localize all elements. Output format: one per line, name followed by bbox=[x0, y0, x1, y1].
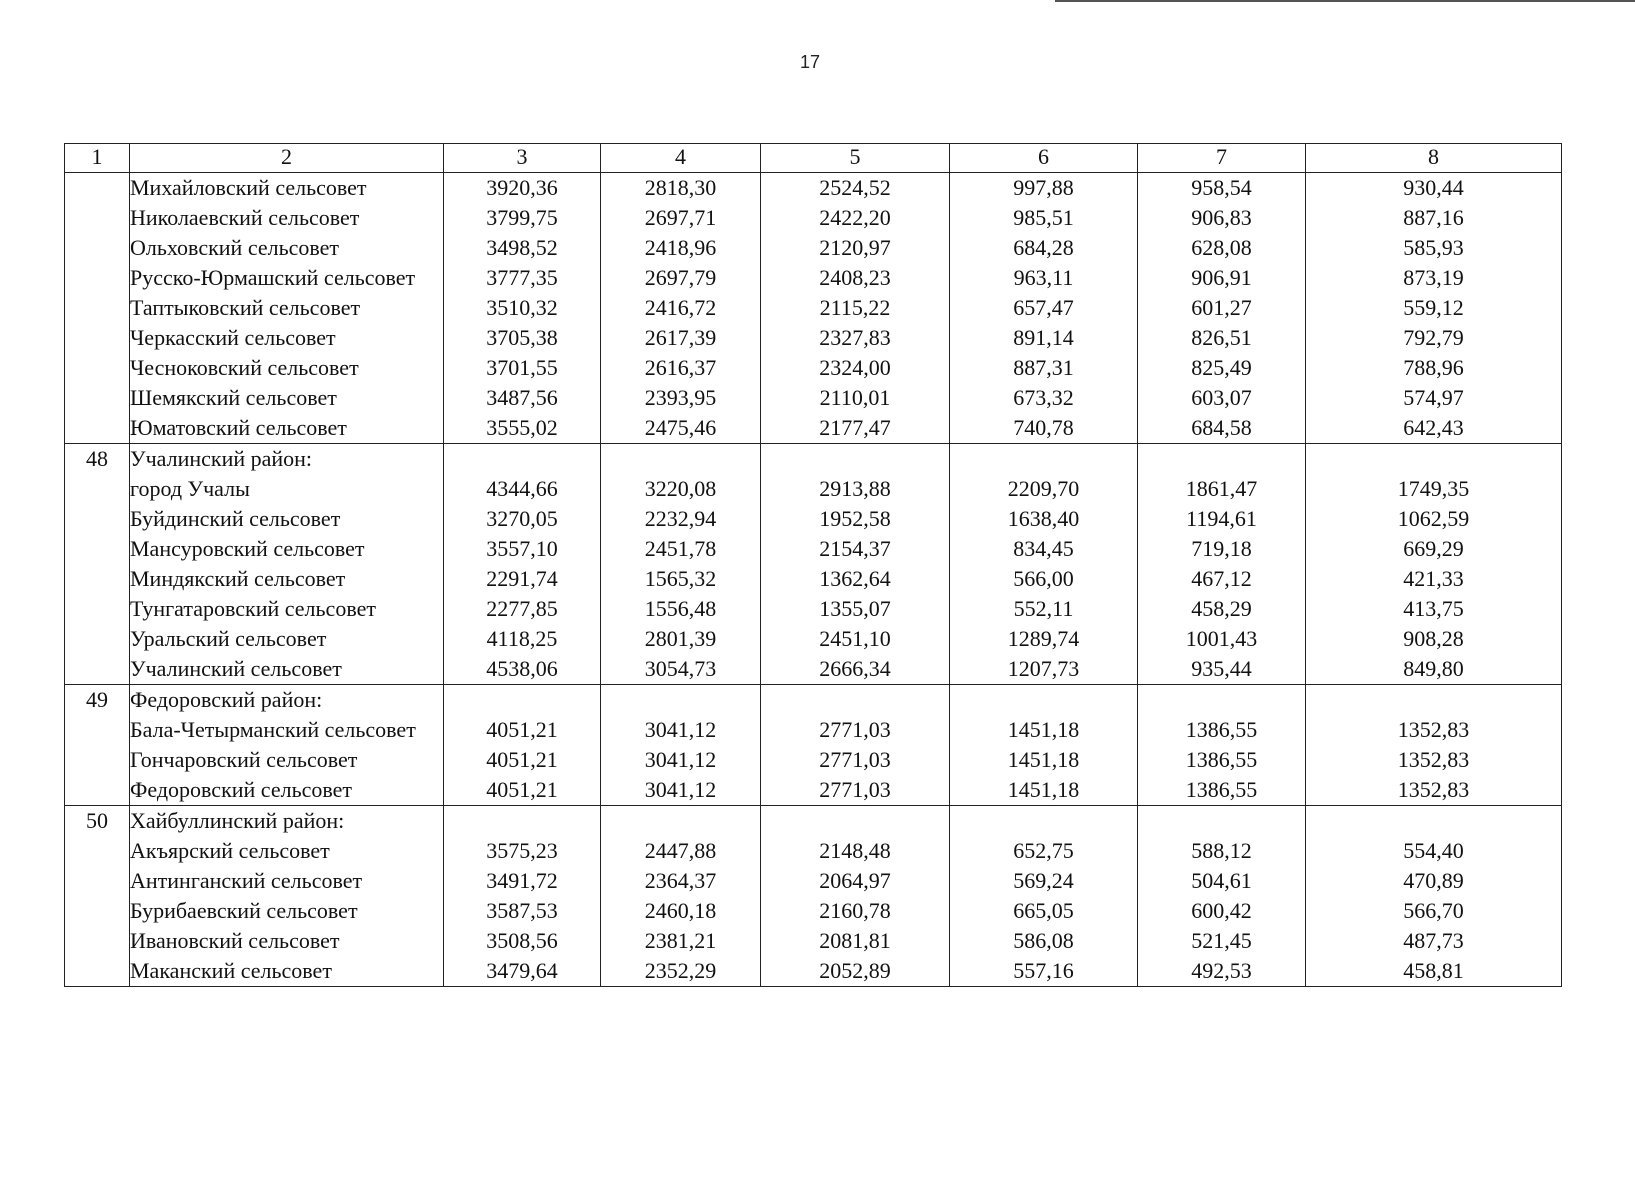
value-cell: 2154,37 bbox=[819, 536, 891, 561]
value-column-4 bbox=[601, 806, 761, 987]
value-cell: 1861,47 bbox=[1185, 476, 1258, 501]
settlement-name: Бурибаевский сельсовет bbox=[130, 898, 358, 923]
value-column-8 bbox=[1306, 806, 1562, 987]
value-cell: 2064,97 bbox=[819, 868, 891, 893]
value-cell: 891,14 bbox=[1013, 325, 1074, 350]
value-cell: 2160,78 bbox=[819, 898, 891, 923]
spacer bbox=[1306, 806, 1561, 836]
value-cell: 985,51 bbox=[1013, 205, 1074, 230]
settlement-name: Русско-Юрмашский сельсовет bbox=[130, 265, 416, 290]
value-column-7 bbox=[1138, 444, 1306, 685]
table-section-row bbox=[65, 806, 1562, 987]
value-cell: 2232,94 bbox=[644, 506, 717, 531]
value-column-4 bbox=[601, 685, 761, 806]
section-number: 49 bbox=[65, 685, 130, 806]
settlement-name: Федоровский сельсовет bbox=[130, 777, 353, 802]
value-column-7 bbox=[1138, 173, 1306, 444]
value-cell: 1352,83 bbox=[1397, 747, 1470, 772]
spacer bbox=[1306, 444, 1561, 474]
spacer bbox=[950, 685, 1137, 715]
value-cell: 3270,05 bbox=[486, 506, 558, 531]
value-cell: 958,54 bbox=[1191, 175, 1252, 200]
value-cell: 421,33 bbox=[1403, 566, 1464, 591]
value-cell: 554,40 bbox=[1403, 838, 1464, 863]
value-cell: 2422,20 bbox=[819, 205, 891, 230]
value-cell: 566,00 bbox=[1013, 566, 1074, 591]
settlement-name: Маканский сельсовет bbox=[130, 958, 332, 983]
value-column-3 bbox=[444, 173, 601, 444]
names-cell bbox=[130, 173, 444, 444]
value-cell: 1952,58 bbox=[819, 506, 891, 531]
value-cell: 887,31 bbox=[1013, 355, 1074, 380]
value-cell: 603,07 bbox=[1191, 385, 1252, 410]
table-section-row bbox=[65, 444, 1562, 685]
value-cell: 2081,81 bbox=[819, 928, 891, 953]
value-cell: 2120,97 bbox=[819, 235, 891, 260]
value-cell: 3220,08 bbox=[644, 476, 717, 501]
value-cell: 2052,89 bbox=[819, 958, 891, 983]
value-cell: 825,49 bbox=[1191, 355, 1252, 380]
value-cell: 586,08 bbox=[1013, 928, 1074, 953]
value-cell: 3054,73 bbox=[644, 656, 717, 681]
value-cell: 600,42 bbox=[1191, 898, 1252, 923]
value-column-6 bbox=[950, 806, 1138, 987]
settlement-name: Юматовский сельсовет bbox=[130, 415, 347, 440]
value-cell: 1451,18 bbox=[1007, 717, 1080, 742]
value-cell: 1062,59 bbox=[1397, 506, 1470, 531]
settlement-name: Николаевский сельсовет bbox=[130, 205, 360, 230]
table-section-row bbox=[65, 173, 1562, 444]
value-cell: 492,53 bbox=[1191, 958, 1252, 983]
value-cell: 834,45 bbox=[1013, 536, 1074, 561]
value-cell: 2177,47 bbox=[819, 415, 891, 440]
value-column-3 bbox=[444, 806, 601, 987]
value-cell: 569,24 bbox=[1013, 868, 1074, 893]
settlement-name: Миндякский сельсовет bbox=[130, 566, 346, 591]
value-cell: 2209,70 bbox=[1007, 476, 1080, 501]
district-title: Хайбуллинский район: bbox=[130, 808, 345, 833]
value-cell: 1194,61 bbox=[1186, 506, 1257, 531]
value-cell: 4051,21 bbox=[486, 747, 558, 772]
value-cell: 470,89 bbox=[1403, 868, 1464, 893]
value-cell: 684,28 bbox=[1013, 235, 1074, 260]
value-cell: 2771,03 bbox=[819, 717, 891, 742]
value-column-7 bbox=[1138, 806, 1306, 987]
spacer bbox=[1138, 444, 1305, 474]
value-cell: 2666,34 bbox=[819, 656, 891, 681]
value-cell: 521,45 bbox=[1191, 928, 1252, 953]
value-column-6 bbox=[950, 685, 1138, 806]
settlement-name: Уральский сельсовет bbox=[130, 626, 327, 651]
value-cell: 2697,71 bbox=[644, 205, 717, 230]
spacer bbox=[601, 685, 760, 715]
spacer bbox=[444, 444, 600, 474]
value-cell: 2393,95 bbox=[644, 385, 717, 410]
value-cell: 588,12 bbox=[1191, 838, 1252, 863]
value-column-8 bbox=[1306, 444, 1562, 685]
value-column-3 bbox=[444, 444, 601, 685]
value-cell: 652,75 bbox=[1013, 838, 1074, 863]
value-cell: 740,78 bbox=[1013, 415, 1074, 440]
value-column-4 bbox=[601, 173, 761, 444]
value-cell: 3705,38 bbox=[486, 325, 558, 350]
settlement-name: Акъярский сельсовет bbox=[130, 838, 330, 863]
column-header: 7 bbox=[1138, 144, 1306, 173]
settlement-name: город Учалы bbox=[130, 476, 250, 501]
value-cell: 906,83 bbox=[1191, 205, 1252, 230]
value-cell: 3799,75 bbox=[486, 205, 558, 230]
column-header: 2 bbox=[130, 144, 444, 173]
value-cell: 669,29 bbox=[1403, 536, 1464, 561]
value-cell: 887,16 bbox=[1403, 205, 1464, 230]
settlement-name: Бала-Четырманский сельсовет bbox=[130, 717, 416, 742]
value-column-6 bbox=[950, 444, 1138, 685]
value-cell: 3701,55 bbox=[486, 355, 558, 380]
value-cell: 2447,88 bbox=[644, 838, 717, 863]
value-cell: 4051,21 bbox=[486, 717, 558, 742]
spacer bbox=[444, 806, 600, 836]
spacer bbox=[950, 444, 1137, 474]
value-cell: 1386,55 bbox=[1185, 747, 1258, 772]
value-cell: 873,19 bbox=[1403, 265, 1464, 290]
value-cell: 2524,52 bbox=[819, 175, 891, 200]
value-cell: 1565,32 bbox=[644, 566, 717, 591]
value-column-5 bbox=[761, 685, 950, 806]
value-cell: 2291,74 bbox=[486, 566, 558, 591]
district-title: Федоровский район: bbox=[130, 687, 323, 712]
header-row bbox=[65, 144, 1562, 173]
value-cell: 3487,56 bbox=[486, 385, 558, 410]
settlement-name: Ивановский сельсовет bbox=[130, 928, 340, 953]
district-title: Учалинский район: bbox=[130, 446, 313, 471]
value-cell: 2771,03 bbox=[819, 747, 891, 772]
value-cell: 3510,32 bbox=[486, 295, 558, 320]
value-cell: 3491,72 bbox=[486, 868, 558, 893]
value-cell: 2913,88 bbox=[819, 476, 891, 501]
value-column-4 bbox=[601, 444, 761, 685]
value-cell: 1638,40 bbox=[1007, 506, 1080, 531]
value-column-6 bbox=[950, 173, 1138, 444]
value-cell: 458,81 bbox=[1403, 958, 1464, 983]
value-cell: 467,12 bbox=[1191, 566, 1252, 591]
value-cell: 1352,83 bbox=[1397, 717, 1470, 742]
value-cell: 997,88 bbox=[1013, 175, 1074, 200]
value-cell: 4118,25 bbox=[486, 626, 558, 651]
settlement-name: Черкасский сельсовет bbox=[130, 325, 336, 350]
value-column-7 bbox=[1138, 685, 1306, 806]
value-cell: 504,61 bbox=[1191, 868, 1252, 893]
value-cell: 719,18 bbox=[1191, 536, 1252, 561]
value-cell: 1451,18 bbox=[1007, 777, 1080, 802]
value-cell: 487,73 bbox=[1403, 928, 1464, 953]
value-cell: 4538,06 bbox=[486, 656, 558, 681]
value-cell: 2364,37 bbox=[644, 868, 717, 893]
value-cell: 1001,43 bbox=[1185, 626, 1258, 651]
value-cell: 2617,39 bbox=[644, 325, 717, 350]
value-column-3 bbox=[444, 685, 601, 806]
value-cell: 642,43 bbox=[1403, 415, 1464, 440]
value-cell: 908,28 bbox=[1403, 626, 1464, 651]
settlement-name: Гончаровский сельсовет bbox=[130, 747, 358, 772]
names-cell bbox=[130, 685, 444, 806]
spacer bbox=[1306, 685, 1561, 715]
value-cell: 1355,07 bbox=[819, 596, 891, 621]
value-cell: 574,97 bbox=[1403, 385, 1464, 410]
value-cell: 2277,85 bbox=[486, 596, 558, 621]
value-cell: 2697,79 bbox=[644, 265, 717, 290]
spacer bbox=[601, 444, 760, 474]
value-cell: 566,70 bbox=[1403, 898, 1464, 923]
column-header: 5 bbox=[761, 144, 950, 173]
value-cell: 2818,30 bbox=[644, 175, 717, 200]
value-cell: 3041,12 bbox=[644, 717, 717, 742]
value-cell: 657,47 bbox=[1013, 295, 1074, 320]
settlement-name: Ольховский сельсовет bbox=[130, 235, 340, 260]
value-cell: 2352,29 bbox=[644, 958, 717, 983]
value-cell: 665,05 bbox=[1013, 898, 1074, 923]
column-header: 1 bbox=[65, 144, 130, 173]
value-column-8 bbox=[1306, 173, 1562, 444]
value-cell: 1451,18 bbox=[1007, 747, 1080, 772]
section-number: 50 bbox=[65, 806, 130, 987]
value-cell: 849,80 bbox=[1403, 656, 1464, 681]
value-cell: 1749,35 bbox=[1397, 476, 1470, 501]
value-cell: 2381,21 bbox=[644, 928, 717, 953]
value-cell: 3498,52 bbox=[486, 235, 558, 260]
value-cell: 2418,96 bbox=[644, 235, 717, 260]
value-cell: 930,44 bbox=[1403, 175, 1464, 200]
value-column-5 bbox=[761, 806, 950, 987]
value-cell: 601,27 bbox=[1191, 295, 1252, 320]
value-column-5 bbox=[761, 444, 950, 685]
value-cell: 2324,00 bbox=[819, 355, 891, 380]
value-column-5 bbox=[761, 173, 950, 444]
value-cell: 2110,01 bbox=[819, 385, 891, 410]
settlement-name: Шемякский сельсовет bbox=[130, 385, 337, 410]
value-cell: 826,51 bbox=[1191, 325, 1252, 350]
value-column-8 bbox=[1306, 685, 1562, 806]
column-header: 4 bbox=[601, 144, 761, 173]
settlement-name: Чесноковский сельсовет bbox=[130, 355, 359, 380]
value-cell: 559,12 bbox=[1403, 295, 1464, 320]
top-edge-line bbox=[1055, 0, 1635, 2]
value-cell: 2475,46 bbox=[644, 415, 717, 440]
column-header: 3 bbox=[444, 144, 601, 173]
value-cell: 1362,64 bbox=[819, 566, 891, 591]
column-header: 8 bbox=[1306, 144, 1562, 173]
spacer bbox=[1138, 806, 1305, 836]
value-cell: 2416,72 bbox=[644, 295, 717, 320]
spacer bbox=[1138, 685, 1305, 715]
settlement-name: Михайловский сельсовет bbox=[130, 175, 367, 200]
spacer bbox=[950, 806, 1137, 836]
value-cell: 1352,83 bbox=[1397, 777, 1470, 802]
value-cell: 557,16 bbox=[1013, 958, 1074, 983]
value-cell: 2460,18 bbox=[644, 898, 717, 923]
value-cell: 628,08 bbox=[1191, 235, 1252, 260]
value-cell: 1386,55 bbox=[1185, 777, 1258, 802]
value-cell: 3508,56 bbox=[486, 928, 558, 953]
value-cell: 1556,48 bbox=[644, 596, 717, 621]
spacer bbox=[444, 685, 600, 715]
value-cell: 2801,39 bbox=[644, 626, 717, 651]
value-cell: 3555,02 bbox=[486, 415, 558, 440]
value-cell: 3575,23 bbox=[486, 838, 558, 863]
value-cell: 684,58 bbox=[1191, 415, 1252, 440]
column-header: 6 bbox=[950, 144, 1138, 173]
names-cell bbox=[130, 444, 444, 685]
tariff-table bbox=[64, 143, 1562, 987]
value-cell: 2771,03 bbox=[819, 777, 891, 802]
value-cell: 2451,78 bbox=[644, 536, 717, 561]
value-cell: 552,11 bbox=[1013, 596, 1074, 621]
value-cell: 413,75 bbox=[1403, 596, 1464, 621]
value-cell: 3479,64 bbox=[486, 958, 558, 983]
settlement-name: Буйдинский сельсовет bbox=[130, 506, 341, 531]
spacer bbox=[761, 444, 949, 474]
section-number: 48 bbox=[65, 444, 130, 685]
value-cell: 3587,53 bbox=[486, 898, 558, 923]
spacer bbox=[761, 806, 949, 836]
value-cell: 2148,48 bbox=[819, 838, 891, 863]
value-cell: 3777,35 bbox=[486, 265, 558, 290]
table-section-row bbox=[65, 685, 1562, 806]
value-cell: 3041,12 bbox=[644, 747, 717, 772]
value-cell: 792,79 bbox=[1403, 325, 1464, 350]
value-cell: 585,93 bbox=[1403, 235, 1464, 260]
value-cell: 2327,83 bbox=[819, 325, 891, 350]
section-number bbox=[65, 173, 130, 444]
value-cell: 3920,36 bbox=[486, 175, 558, 200]
value-cell: 935,44 bbox=[1191, 656, 1252, 681]
names-cell bbox=[130, 806, 444, 987]
value-cell: 788,96 bbox=[1403, 355, 1464, 380]
settlement-name: Таптыковский сельсовет bbox=[130, 295, 361, 320]
value-cell: 3041,12 bbox=[644, 777, 717, 802]
value-cell: 1207,73 bbox=[1007, 656, 1080, 681]
value-cell: 2408,23 bbox=[819, 265, 891, 290]
value-cell: 4051,21 bbox=[486, 777, 558, 802]
value-cell: 1289,74 bbox=[1007, 626, 1080, 651]
value-cell: 1386,55 bbox=[1185, 717, 1258, 742]
settlement-name: Тунгатаровский сельсовет bbox=[130, 596, 376, 621]
spacer bbox=[601, 806, 760, 836]
page-number: 17 bbox=[799, 52, 821, 72]
value-cell: 2616,37 bbox=[644, 355, 717, 380]
value-cell: 458,29 bbox=[1191, 596, 1252, 621]
settlement-name: Учалинский сельсовет bbox=[130, 656, 342, 681]
value-cell: 4344,66 bbox=[486, 476, 558, 501]
value-cell: 673,32 bbox=[1013, 385, 1074, 410]
settlement-name: Антинганский сельсовет bbox=[130, 868, 363, 893]
value-cell: 906,91 bbox=[1191, 265, 1252, 290]
value-cell: 3557,10 bbox=[486, 536, 558, 561]
value-cell: 2451,10 bbox=[819, 626, 891, 651]
value-cell: 963,11 bbox=[1013, 265, 1074, 290]
value-cell: 2115,22 bbox=[819, 295, 891, 320]
spacer bbox=[761, 685, 949, 715]
settlement-name: Мансуровский сельсовет bbox=[130, 536, 365, 561]
